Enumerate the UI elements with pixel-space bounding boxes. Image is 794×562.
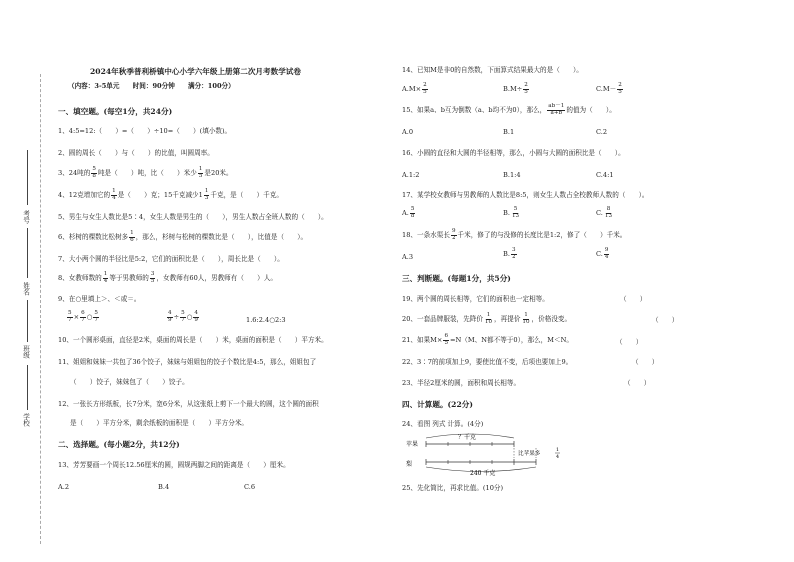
question-8-part-b: 等于男教师的 (109, 274, 149, 283)
question-6-part-a: 6、杉树的棵数比松树多 (58, 233, 129, 242)
question-5: 5、男生与女生人数比是5∶4，女生人数是男生的（ ），男生人数占全班人数的（ ）。 (58, 213, 328, 221)
school-label: 学校 (21, 413, 30, 427)
question-17-option-b[interactable]: B. $\frac{5}{13}$ (503, 206, 520, 219)
question-16-option-a[interactable]: A.1:2 (402, 171, 420, 179)
class-field[interactable] (27, 300, 28, 342)
question-21-part-a: 21、如果M× (402, 336, 443, 345)
question-20-answer[interactable]: （ ） (652, 316, 679, 324)
question-3 (58, 167, 233, 180)
question-17: 17、某学校女教师与男教师的人数比是8:5，则女生人数占全校教师人数的（ ）。 (402, 191, 649, 199)
fraction-1-6: $\frac{1}{6}$ (130, 230, 134, 243)
question-22: 22、3∶7的前项加上9，要使比值不变，后项也要加上9。 (402, 358, 573, 366)
question-21 (402, 334, 573, 347)
fraction-1-4: $\frac{1}{4}$ (103, 271, 108, 284)
svg-text:1: 1 (556, 448, 560, 453)
question-18-option-b[interactable]: B. $\frac{3}{2}$ (503, 247, 516, 260)
name-field[interactable] (27, 228, 28, 278)
question-10: 10、一个圆形桌面，直径是2米，桌面的周长是（ ）米，桌面的面积是（ ）平方米。 (58, 336, 328, 344)
question-15-option-c[interactable]: C.2 (596, 128, 608, 136)
fraction-3-5: $\frac{3}{5}$ (150, 271, 155, 284)
school-field[interactable] (27, 365, 28, 410)
question-19: 19、两个圆的周长相等，它们的面积也一定相等。 (402, 295, 549, 303)
diagram-apple-label: 苹果 (406, 441, 419, 448)
question-18-option-c[interactable]: C. $\frac{9}{4}$ (596, 247, 609, 260)
question-16-option-b[interactable]: B.1:4 (503, 171, 521, 179)
name-label: 姓名 (21, 282, 30, 296)
class-label: 班级 (21, 345, 30, 359)
question-14: 14、已知M是非0的自然数，下面算式结果最大的是（ ）。 (402, 66, 583, 74)
section-judge-title: 三、判断题。(每题1分，共5分) (402, 274, 511, 283)
question-4-part-b: 是（ ）克；15千克减少 (117, 191, 199, 200)
fraction-9-2: $\frac{9}{2}$ (451, 228, 456, 241)
question-17-option-c[interactable]: C. $\frac{8}{13}$ (596, 206, 613, 219)
question-20 (402, 313, 571, 326)
question-20-part-a: 20、一套品牌服装，先降价 (402, 315, 483, 324)
diagram-note-label: 比苹果多 (518, 451, 541, 457)
question-12-line-2: 是（ ）平方分米，剩余纸板的面积是（ ）平方分米。 (70, 419, 249, 427)
svg-text:4: 4 (556, 455, 560, 460)
question-14-option-b[interactable]: B.M÷ $\frac{2}{5}$ (503, 82, 528, 95)
question-9-comparison-b: $\frac{4}{9}$ ÷ $\frac{5}{7}$ ○ $\frac{4}{9}$ (168, 310, 198, 323)
question-13-option-b[interactable]: B.4 (158, 483, 170, 491)
fraction-5-8: $\frac{5}{8}$ (92, 166, 96, 179)
binding-line (40, 74, 41, 544)
question-20-part-b: ，再提价 (494, 315, 521, 324)
id-field[interactable] (27, 150, 28, 205)
question-20-part-c: ，价格没变。 (531, 315, 572, 324)
section-fill-in-title: 一、填空题。(每空1分，共24分) (58, 107, 173, 116)
question-14-option-c[interactable]: C.M－ $\frac{2}{5}$ (596, 82, 622, 95)
question-18 (402, 229, 626, 242)
question-16-option-c[interactable]: C.4:1 (596, 171, 614, 179)
fraction-1-3: $\frac{1}{3}$ (204, 188, 209, 201)
question-18-option-a[interactable]: A.3 (402, 253, 414, 261)
question-13: 13、芳芳要画一个周长12.56厘米的圆，圆规两脚之间的距离是（ ）厘米。 (58, 461, 290, 469)
fraction-1-5: $\frac{1}{5}$ (198, 166, 203, 179)
question-15 (402, 104, 616, 117)
question-11-line-2: （ ）饺子，妹妹包了（ ）饺子。 (70, 378, 189, 386)
question-2: 2、圆的周长（ ）与（ ）的比值，叫圆周率。 (58, 149, 214, 157)
fraction-1-10: $\frac{1}{10}$ (522, 312, 530, 325)
fraction-6-5: $\frac{6}{5}$ (444, 333, 449, 346)
question-25: 25、先化简比，再求比值。(10分) (402, 484, 504, 492)
question-8-part-c: ，女教师有60人，男教师有（ ）人。 (156, 274, 277, 283)
section-choice-title: 二、选择题。(每小题2分，共12分) (58, 440, 180, 449)
question-11: 11、姐姐和妹妹一共包了36个饺子，妹妹与姐姐包的饺子个数比是4:5，那么，姐姐包了 (58, 358, 317, 366)
section-calc-title: 四、计算题。(22分) (402, 400, 473, 409)
question-17-option-a[interactable]: A. $\frac{5}{8}$ (402, 206, 415, 219)
question-6-part-b: ，那么，杉树与松树的棵数比是（ ），比值是（ ）。 (135, 233, 308, 242)
question-18-part-b: 千米，修了的与没修的长度比是1:2，修了（ ）千米。 (457, 231, 627, 240)
segment-diagram (400, 432, 580, 476)
question-12: 12、一张长方形纸板，长7分米，宽6分米，从这张纸上剪下一个最大的圆，这个圆的面积 (58, 400, 319, 408)
paper-title: 2024年秋季普利桥镇中心小学六年级上册第二次月考数学试卷 (90, 67, 301, 76)
question-24: 24、看图 列式 计算。(4分) (402, 420, 484, 428)
diagram-pear-label: 梨 (406, 461, 413, 468)
question-21-answer[interactable]: （ ） (616, 338, 643, 346)
question-19-answer[interactable]: （ ） (620, 295, 647, 303)
id-label: 考号 (21, 210, 30, 224)
question-23-answer[interactable]: （ ） (624, 379, 651, 387)
fraction-1-4: $\frac{1}{4}$ (112, 188, 116, 201)
diagram-top-label: ？千克 (458, 434, 477, 441)
question-15-option-b[interactable]: B.1 (503, 128, 515, 136)
question-3-part-c: 是20米。 (204, 169, 233, 178)
question-4: 4、12克增加它的 $\frac{1}{4}$ 是（ ）克；15千克减少 1 $\frac{1}{3}$ 千克，是（ ）千克。 (58, 188, 283, 201)
question-7: 7、大小两个圆的半径比是5:2，它们的面积比是（ ），周长比是（ ）。 (58, 255, 284, 263)
question-21-part-b: =N（M、N都不等于0），那么，M＜N。 (450, 336, 573, 345)
paper-meta: （内容：3-5单元 时间：90分钟 满分：100分） (68, 82, 235, 90)
fraction-1-10: $\frac{1}{10}$ (484, 312, 493, 325)
question-1: 1、4:5=12:（ ）=（ ）÷10=（ ）(填小数)。 (58, 127, 232, 135)
question-15-part-b: 的值为（ ）。 (566, 106, 616, 115)
question-14-option-a[interactable]: A.M× $\frac{2}{5}$ (402, 82, 427, 95)
question-18-part-a: 18、一条水渠长 (402, 231, 450, 240)
question-15-part-a: 15、如果a、b互为倒数（a、b均不为0），那么， (402, 106, 547, 115)
question-15-option-a[interactable]: A.0 (402, 128, 414, 136)
question-9: 9、在○里填上＞、＜或＝。 (58, 295, 141, 303)
question-16: 16、小圆的直径和大圆的半径相等，那么，小圆与大圆的面积比是（ ）。 (402, 149, 625, 157)
question-9-comparison-a: $\frac{5}{7}$ × $\frac{6}{7}$ ○ $\frac{5}{7}$ (68, 310, 98, 323)
question-13-option-c[interactable]: C.6 (244, 483, 256, 491)
question-9-comparison-c: 1.6:2.4○2:3 (246, 316, 286, 324)
question-4-part-c: 千克，是（ ）千克。 (210, 191, 283, 200)
fraction-ab-1-over-a-plus-b: $\frac{ab-1}{a+b}$ (548, 103, 565, 116)
question-22-answer[interactable]: （ ） (632, 358, 659, 366)
question-8-part-a: 8、女教师数的 (58, 274, 102, 283)
question-8 (58, 272, 277, 285)
question-13-option-a[interactable]: A.2 (58, 483, 70, 491)
question-3-part-a: 3、24吨的 (58, 169, 91, 178)
question-23: 23、半径2厘米的圆，面积和周长相等。 (402, 379, 521, 387)
question-3-part-b: 吨是（ ）吨，比（ ）米少 (97, 169, 197, 178)
question-6 (58, 231, 307, 244)
diagram-bottom-label: 240 千克 (470, 470, 496, 476)
question-4-part-a: 4、12克增加它的 (58, 191, 111, 200)
